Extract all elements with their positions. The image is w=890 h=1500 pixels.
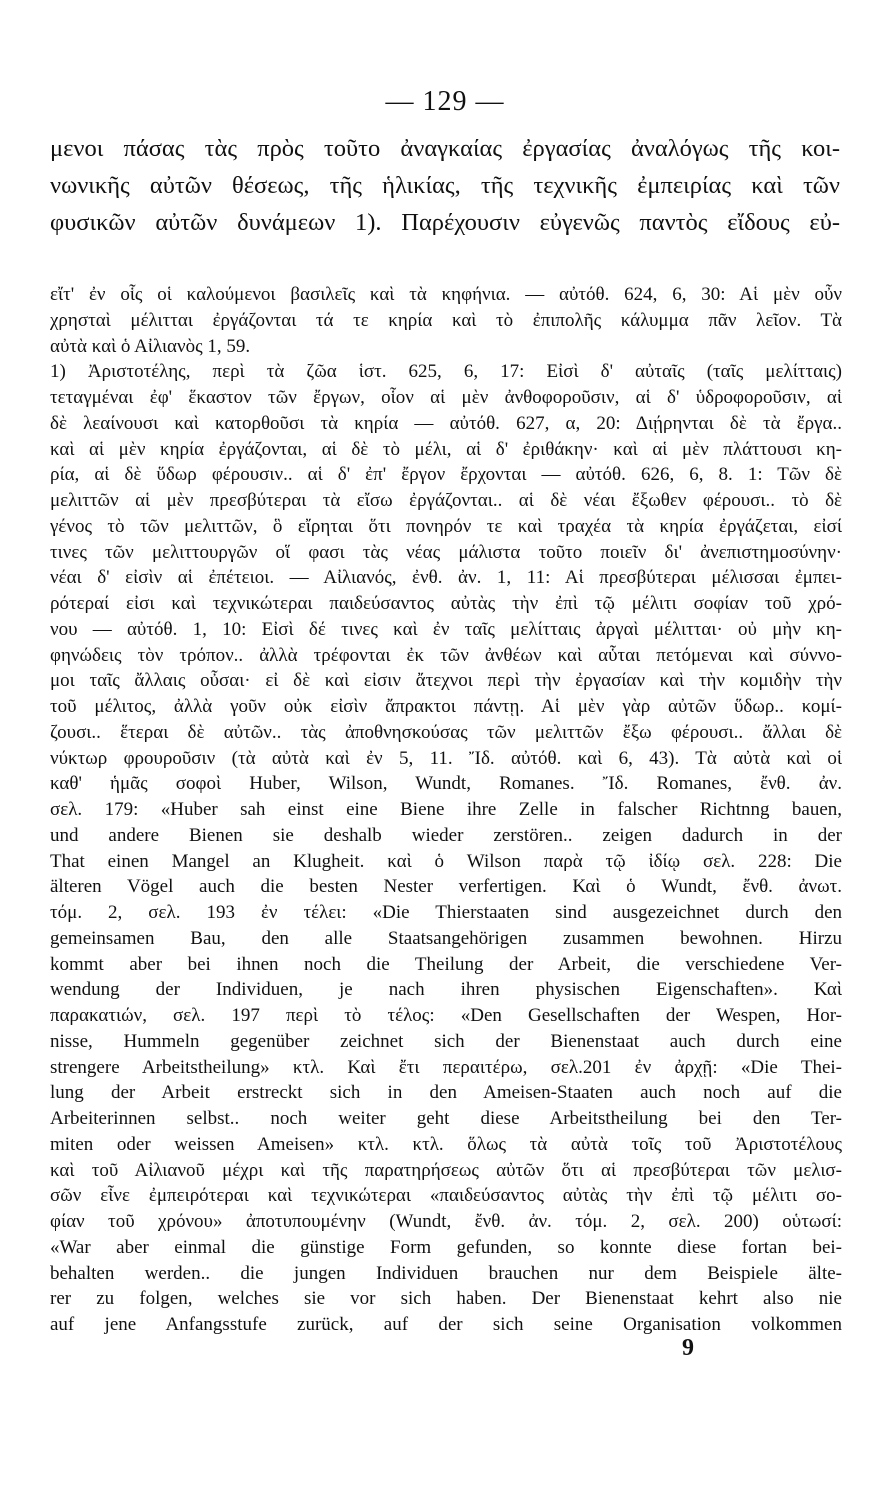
footnote-line: und andere Bienen sie deshalb wieder zerstören.. zeigen dadurch in der xyxy=(50,824,842,846)
footnote-line: χρησταὶ μέλιτται ἐργάζονται τά τε κηρία καὶ τὸ ἐπιπολῆς κάλυμμα πᾶν λεῖον. Τὰ xyxy=(50,309,842,331)
footnote-line: «War aber einmal die günstige Form gefunden, so konnte diese fortan bei- xyxy=(50,1236,842,1258)
footnote-line: μοι ταῖς ἄλλαις οὖσαι· εἰ δὲ καὶ εἰσιν ἄτεχνοι περὶ τὴν ἐργασίαν καὶ τὴν κομιδὴν τὴν xyxy=(50,670,842,692)
footnote-line: lung der Arbeit erstreckt sich in den Ameisen-Staaten auch noch auf die xyxy=(50,1082,842,1104)
footnote-line: μελιττῶν αἱ μὲν πρεσβύτεραι τὰ εἴσω ἐργάζονται.. αἱ δὲ νέαι ἔξωθεν φέρουσι.. τὸ δὲ xyxy=(50,490,842,511)
footnote-line: auf jene Anfangsstufe zurück, auf der sich seine Organisation volkommen xyxy=(50,1314,842,1335)
footnote-line: νου — αὐτόθ. 1, 10: Εἰσὶ δέ τινες καὶ ἐν ταῖς μελίτταις ἀργαὶ μέλιτται· οὐ μὴν κη- xyxy=(50,618,842,640)
signature-mark: 9 xyxy=(682,1335,694,1361)
main-text xyxy=(50,130,840,241)
main-line: νωνικῆς αὐτῶν θέσεως, τῆς ἡλικίας, τῆς τεχνικῆς ἐμπειρίας καὶ τῶν xyxy=(50,172,840,199)
main-line: μενοι πάσας τὰς πρὸς τοῦτο ἀναγκαίας ἐργασίας ἀναλόγως τῆς κοι- xyxy=(50,135,840,162)
page-number: — 129 — xyxy=(385,86,505,117)
footnote-line: καὶ αἱ μὲν κηρία ἐργάζονται, αἱ δὲ τὸ μέλι, αἱ δ' ἐριθάκην· καὶ αἱ μὲν πλάττουσι κη- xyxy=(50,438,842,460)
main-line: φυσικῶν αὐτῶν δυνάμεων 1). Παρέχουσιν εὐγενῶς παντὸς εἴδους εὐ- xyxy=(50,209,840,236)
footnote-line: Arbeiterinnen selbst.. noch weiter geht diese Arbeitstheilung bei den Ter- xyxy=(50,1108,842,1129)
footnote-line: älteren Vögel auch die besten Nester verfertigen. Καὶ ὁ Wundt, ἔνθ. ἀνωτ. xyxy=(50,876,842,898)
footnote-line: γένος τὸ τῶν μελιττῶν, ὃ εἴρηται ὅτι πονηρόν τε καὶ τραχέα τὰ κηρία ἐργάζεται, εἰσί xyxy=(50,515,842,537)
footnote-line: wendung der Individuen, je nach ihren physischen Eigenschaften». Καὶ xyxy=(50,979,842,1001)
footnote-line: kommt aber bei ihnen noch die Theilung der Arbeit, die verschiedene Ver- xyxy=(50,953,842,975)
footnote-line: ρία, αἱ δὲ ὕδωρ φέρουσιν.. αἱ δ' ἐπ' ἔργον ἔρχονται — αὐτόθ. 626, 6, 8. 1: Τῶν δὲ xyxy=(50,464,842,486)
footnote-line: αὐτὰ καὶ ὁ Αἰλιανὸς 1, 59. xyxy=(50,335,251,357)
footnote-line: nisse, Hummeln gegenüber zeichnet sich der Bienenstaat auch durch eine xyxy=(50,1030,842,1052)
footnote-line: strengere Arbeitstheilung» κτλ. Καὶ ἔτι περαιτέρω, σελ.201 ἐν ἀρχῇ: «Die Thei- xyxy=(50,1056,842,1078)
footnote-line: τόμ. 2, σελ. 193 ἐν τέλει: «Die Thierstaaten sind ausgezeichnet durch den xyxy=(50,902,842,923)
footnote-line: ρότεραί εἰσι καὶ τεχνικώτεραι παιδεύσαντος αὐτὰς τὴν ἐπὶ τῷ μέλιτι σοφίαν τοῦ χρό- xyxy=(50,593,842,614)
footnote-line: rer zu folgen, welches sie vor sich haben. Der Bienenstaat kehrt also nie xyxy=(50,1288,842,1310)
footnote-line: δὲ λεαίνουσι καὶ κατορθοῦσι τὰ κηρία — αὐτόθ. 627, α, 20: Διῄρηνται δὲ τὰ ἔργα.. xyxy=(50,412,842,434)
footnote-line: behalten werden.. die jungen Individuen brauchen nur dem Beispiele älte- xyxy=(50,1262,842,1284)
footnote-line: νέαι δ' εἰσὶν αἱ ἐπέτειοι. — Αἰλιανός, ἐνθ. ἀν. 1, 11: Αἱ πρεσβύτεραι μέλισσαι ἐμπει- xyxy=(50,567,842,589)
footnote-line: νύκτωρ φρουροῦσιν (τὰ αὐτὰ καὶ ἐν 5, 11. Ἴδ. αὐτόθ. καὶ 6, 43). Τὰ αὐτὰ καὶ οἱ xyxy=(50,747,842,769)
footnote-line: ζουσι.. ἕτεραι δὲ αὐτῶν.. τὰς ἀποθνησκούσας τῶν μελιττῶν ἔξω φέρουσι.. ἄλλαι δὲ xyxy=(50,721,842,743)
footnote-line: καὶ τοῦ Αἰλιανοῦ μέχρι καὶ τῆς παρατηρήσεως αὐτῶν ὅτι αἱ πρεσβύτεραι τῶν μελισ- xyxy=(50,1159,842,1181)
footnotes xyxy=(50,282,842,1338)
footnote-line: παρακατιών, σελ. 197 περὶ τὸ τέλος: «Den Gesellschaften der Wespen, Hor- xyxy=(50,1005,842,1026)
footnote-line: εἴτ' ἐν οἷς οἱ καλούμενοι βασιλεῖς καὶ τὰ κηφήνια. — αὐτόθ. 624, 6, 30: Αἱ μὲν οὖν xyxy=(50,284,842,305)
footnote-line: σελ. 179: «Huber sah einst eine Biene ihre Zelle in falscher Richtnng bauen, xyxy=(50,799,842,820)
footnote-line: gemeinsamen Bau, den alle Staatsangehörigen zusammen bewohnen. Hirzu xyxy=(50,927,842,949)
footnote-line: τεταγμέναι ἐφ' ἕκαστον τῶν ἔργων, οἷον αἱ μὲν ἀνθοφοροῦσιν, αἱ δ' ὑδροφοροῦσιν, αἱ xyxy=(50,387,842,408)
footnote-line: τινες τῶν μελιττουργῶν οἵ φασι τὰς νέας μάλιστα τοῦτο ποιεῖν δι' ἀνεπιστημοσύνην· xyxy=(50,541,842,563)
footnote-line: σῶν εἶνε ἐμπειρότεραι καὶ τεχνικώτεραι «παιδεύσαντος αὐτὰς τὴν ἐπὶ τῷ μέλιτι σο- xyxy=(50,1185,842,1207)
footnote-line: καθ' ἡμᾶς σοφοὶ Huber, Wilson, Wundt, Romanes. Ἴδ. Romanes, ἔνθ. ἀν. xyxy=(50,773,842,795)
footnote-line: φηνώδεις τὸν τρόπον.. ἀλλὰ τρέφονται ἐκ τῶν ἀνθέων καὶ αὗται πετόμεναι καὶ σύννο- xyxy=(50,644,842,666)
footnote-line: φίαν τοῦ χρόνου» ἀποτυπουμένην (Wundt, ἔνθ. ἀν. τόμ. 2, σελ. 200) οὑτωσί: xyxy=(50,1211,842,1232)
footnote-line: miten oder weissen Ameisen» κτλ. κτλ. ὅλως τὰ αὐτὰ τοῖς τοῦ Ἀριστοτέλους xyxy=(50,1133,842,1155)
footnote-line: τοῦ μέλιτος, ἀλλὰ γοῦν οὐκ εἰσὶν ἄπρακτοι πάντῃ. Αἱ μὲν γὰρ αὐτῶν ὕδωρ.. κομί- xyxy=(50,696,842,717)
footnote-line: 1) Ἀριστοτέλης, περὶ τὰ ζῶα ἱστ. 625, 6, 17: Εἰσὶ δ' αὐταῖς (ταῖς μελίτταις) xyxy=(50,361,842,383)
footnote-line: That einen Mangel an Klugheit. καὶ ὁ Wilson παρὰ τῷ ἰδίῳ σελ. 228: Die xyxy=(50,850,842,872)
